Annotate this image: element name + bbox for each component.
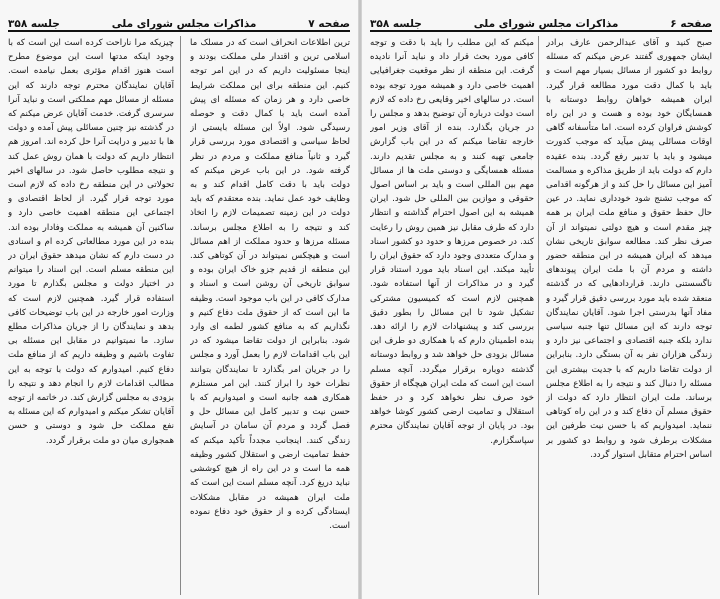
right-page-number: صفحه ۶ bbox=[670, 18, 712, 30]
left-column-right-text: ترین اطلاعات انحراف است که در مسلک ما اسلامی ترین و اقتدار ملی مملکت بودند و اینجا مسئولیت داریم که در این امر توجه کنیم. این منطقه برای این مملکت شرایط خاصی دارد و هر زمان که مسئله ای پیش آمده است باید با کمال دقت و حوصله رسیدگی شود. اولاً این مسئله بایستی از لحاظ سیاسی و اقتصادی مورد بررسی قرار گیرد و ثانیاً منافع مملکت و مردم در نظر گرفته شود. در این باب عرض میکنم که دولت باید با دقت کامل اقدام کند و به وظایف خود عمل نماید. بنده معتقدم که باید دولت در این زمینه تصمیمات لازم را اتخاذ کند و نتیجه را به اطلاع مجلس برساند. مسئله مرزها و حدود مملکت از اهم مسائل است و هیچکس نمیتواند در آن کوتاهی کند. این منطقه از قدیم جزو خاک ایران بوده و سوابق تاریخی آن روشن است و اسناد و مدارک کافی در این باب موجود است. وظیفه ما این است که از حقوق ملت دفاع کنیم و نگذاریم که به منافع کشور لطمه ای وارد شود. بنابراین از دولت تقاضا میشود که در این باب اقدامات لازم را بعمل آورد و مجلس را در جریان امر بگذارد تا نمایندگان بتوانند نظرات خود را ابراز کنند. این امر مستلزم همکاری همه جانبه است و امیدواریم که با حسن نیت و تدبیر کامل این مسائل حل و فصل گردد و مردم آن سامان در آسایش زندگی کنند. اینجانب مجدداً تأکید میکنم که حفظ تمامیت ارضی و استقلال کشور وظیفه همه ما است و در این راه از هیچ کوششی نباید دریغ کرد. آنچه مسلم است این است که ملت ایران همیشه در مقابل مشکلات ایستادگی کرده و از حقوق خود دفاع نموده است. bbox=[190, 38, 350, 531]
left-page bbox=[0, 0, 358, 599]
right-header-rule bbox=[370, 30, 712, 32]
right-page-column-left bbox=[370, 36, 534, 597]
right-page-column-right bbox=[546, 36, 712, 597]
right-running-title: مذاکرات مجلس شورای ملی bbox=[473, 18, 619, 30]
left-page-number: صفحه ۷ bbox=[308, 18, 350, 30]
right-column-left-text: میکنم که این مطلب را باید با دقت و توجه کافی مورد بحث قرار داد و نباید آنرا نادیده گرفت. این منطقه از نظر موقعیت جغرافیایی اهمیت خاصی دارد و همیشه مورد توجه بوده است. در سالهای اخیر وقایعی رخ داده که لازم است دولت درباره آن توضیح بدهد و مجلس را در جریان بگذارد. بنده از آقای وزیر امور خارجه تقاضا میکنم که در این باب گزارش جامعی تهیه کنند و به مجلس تقدیم دارند. مسئله همسایگی و دوستی ملت ها از مسائل مهم بین المللی است و باید بر اساس اصول حقوقی و موازین بین المللی حل شود. ایران همیشه به این اصول احترام گذاشته و انتظار دارد که طرف مقابل نیز همین روش را رعایت کند. در خصوص مرزها و حدود دو کشور اسناد و مدارک متعددی وجود دارد که حقوق ایران را تأیید میکند. این اسناد باید مورد استناد قرار گیرد و در مذاکرات از آنها استفاده شود. همچنین لازم است که کمیسیون مشترکی تشکیل شود تا این مسائل را بطور دقیق بررسی کند و پیشنهادات لازم را ارائه دهد. بنده اطمینان دارم که با همکاری دو طرف این مسائل بزودی حل خواهد شد و روابط دوستانه گذشته دوباره برقرار میگردد. آنچه مسلم است این است که ملت ایران هیچگاه از حقوق خود صرف نظر نخواهد کرد و در حفظ استقلال و تمامیت ارضی کشور کوشا خواهد بود. در پایان از توجه آقایان نمایندگان محترم سپاسگزارم. bbox=[370, 38, 534, 446]
left-column-divider bbox=[180, 36, 181, 595]
left-session-label: جلسه ۳۵۸ bbox=[8, 18, 60, 30]
left-page-column-right bbox=[190, 36, 350, 597]
left-page-column-left bbox=[8, 36, 174, 597]
left-header-rule bbox=[8, 30, 350, 32]
left-column-left-text: چیزیکه مرا ناراحت کرده است این است که با وجود اینکه مدتها است این موضوع مطرح است هنوز اقدام مؤثری بعمل نیامده است. آقایان نمایندگان محترم توجه دارند که این مسئله از مسائل مهم مملکتی است و نباید آنرا سرسری گرفت. خدمت آقایان عرض میکنم که در گذشته نیز چنین مسائلی پیش آمده و دولت ها با تدبیر و درایت آنرا حل کرده اند. امروز هم انتظار داریم که دولت با همان روش عمل کند و نتیجه مطلوب حاصل شود. در سالهای اخیر تحولاتی در این منطقه رخ داده که لازم است مورد توجه قرار گیرد. از لحاظ اقتصادی و اجتماعی این منطقه اهمیت خاصی دارد و ساکنین آن همیشه به مملکت وفادار بوده اند. بنده در این مورد مطالعاتی کرده ام و اسنادی در دست دارم که نشان میدهد حقوق ایران در این منطقه مسلم است. این اسناد را میتوانم در اختیار دولت و مجلس بگذارم تا مورد استفاده قرار گیرد. همچنین لازم است که وزارت امور خارجه در این باب توضیحات کافی بدهد و نمایندگان را از جریان مذاکرات مطلع سازد. ما نمیتوانیم در مقابل این مسئله بی تفاوت باشیم و وظیفه داریم که از منافع ملت دفاع کنیم. امیدوارم که دولت با توجه به این مطالب اقدامات لازم را انجام دهد و نتیجه را بزودی به مجلس گزارش کند. در خاتمه از توجه آقایان تشکر میکنم و امیدوارم که این مسئله به نفع مملکت حل شود و دوستی و حسن همجواری میان دو ملت برقرار گردد. bbox=[8, 38, 174, 446]
left-running-title: مذاکرات مجلس شورای ملی bbox=[111, 18, 257, 30]
left-page-header bbox=[8, 6, 350, 30]
right-page bbox=[362, 0, 720, 599]
right-column-right-text: صبح کنید و آقای عبدالرحمن عارف برادر ایشان جمهوری گفتند عرض میکنم که مسئله روابط دو کشور از مسائل بسیار مهم است و باید با کمال دقت مورد مطالعه قرار گیرد. ایران همیشه خواهان روابط دوستانه با همسایگان خود بوده و هست و در این راه کوشش فراوان کرده است. اما متأسفانه گاهی اوقات مسائلی پیش میآید که موجب کدورت میشود و باید با تدبیر رفع گردد. بنده عقیده دارم که دولت باید از طریق مذاکره و مسالمت آمیز این مسائل را حل کند و از هرگونه اقدامی که موجب تشنج شود خودداری نماید. در عین حال حفظ حقوق و منافع ملت ایران بر همه چیز مقدم است و هیچ دولتی نمیتواند از آن صرف نظر کند. مطالعه سوابق تاریخی نشان میدهد که ایران همیشه در این منطقه حضور داشته و مردم آن با ملت ایران پیوندهای ناگسستنی دارند. قراردادهایی که در گذشته منعقد شده باید مورد بررسی دقیق قرار گیرد و مفاد آنها بدرستی اجرا شود. آقایان نمایندگان توجه دارند که این مسائل تنها جنبه سیاسی ندارد بلکه جنبه اقتصادی و اجتماعی نیز دارد و زندگی هزاران نفر به آن بستگی دارد. بنابراین از دولت تقاضا داریم که با جدیت بیشتری این مسئله را دنبال کند و نتیجه را به اطلاع مجلس برساند. ملت ایران انتظار دارد که دولت از حقوق مسلم آن دفاع کند و در این راه کوتاهی ننماید. امیدواریم که با حسن نیت طرفین این مشکلات برطرف شود و روابط دو کشور بر اساس احترام متقابل استوار گردد. bbox=[546, 38, 712, 460]
right-session-label: جلسه ۳۵۸ bbox=[370, 18, 422, 30]
right-column-divider bbox=[538, 36, 539, 595]
right-page-header bbox=[370, 6, 712, 30]
